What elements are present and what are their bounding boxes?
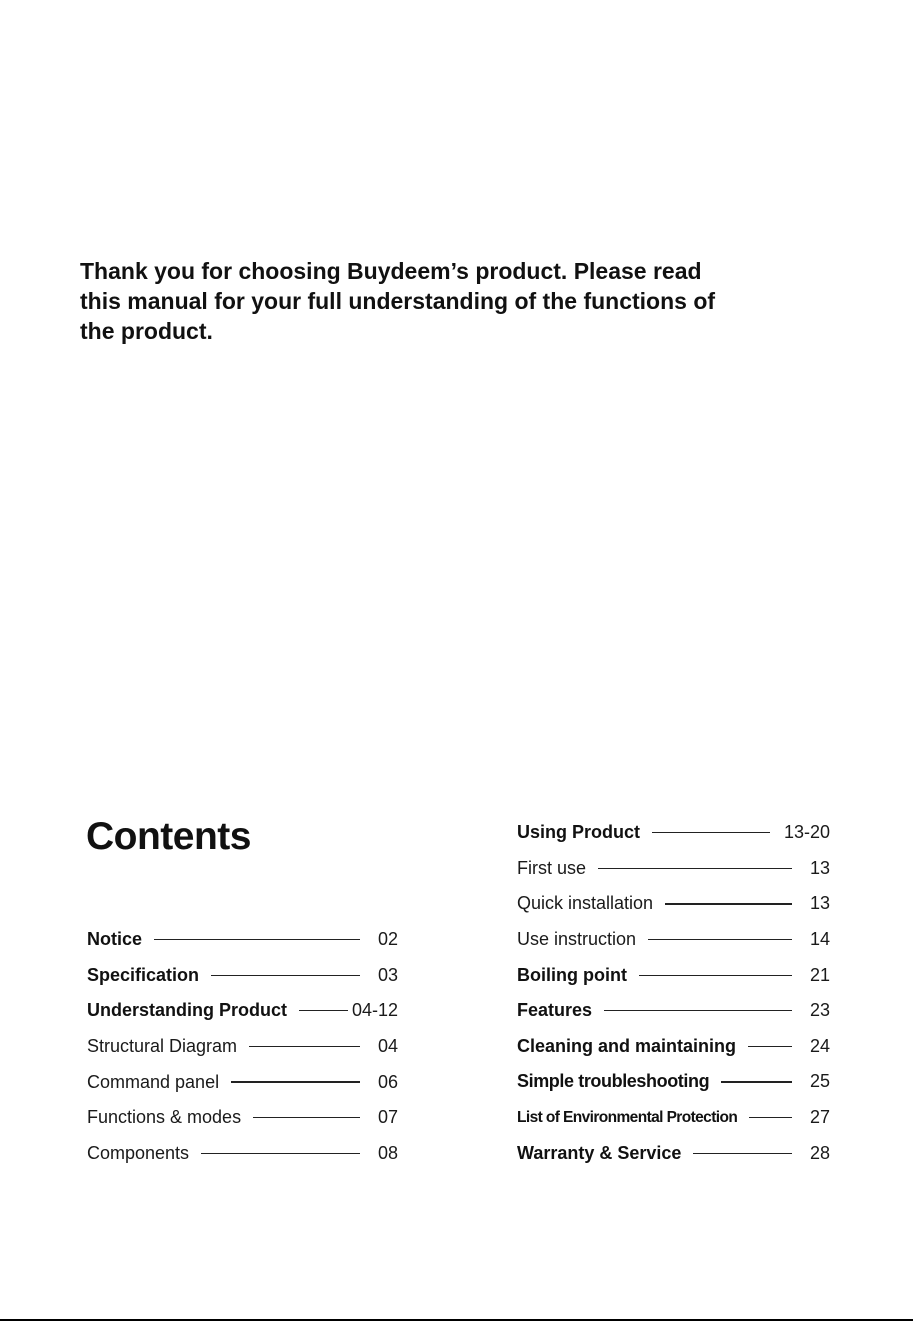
toc-entry-page: 25 (809, 1071, 830, 1092)
toc-entry-components[interactable] (87, 1136, 398, 1172)
toc-entry-page: 04-12 (351, 1000, 398, 1021)
toc-entry-use-instruction[interactable] (517, 922, 830, 958)
toc-entry-label: Functions & modes (87, 1107, 242, 1128)
intro-paragraph: Thank you for choosing Buydeem’s product. Please read this manual for your full understanding of the functions of the product. (80, 258, 716, 344)
toc-entry-cleaning-maintaining[interactable] (517, 1029, 830, 1065)
toc-leader-line (693, 1153, 792, 1154)
toc-entry-using-product[interactable] (517, 815, 830, 851)
toc-entry-structural-diagram[interactable] (87, 1029, 398, 1065)
toc-leader-line (598, 868, 792, 869)
toc-entry-label: First use (517, 857, 587, 878)
toc-entry-boiling-point[interactable] (517, 957, 830, 993)
toc-entry-label: Components (87, 1142, 190, 1163)
toc-entry-page: 13 (809, 893, 830, 914)
toc-leader-line (604, 1010, 792, 1011)
contents-title: Contents (86, 815, 251, 858)
toc-entry-label: Boiling point (517, 964, 627, 985)
toc-leader-line (154, 939, 360, 940)
toc-entry-page: 08 (377, 1142, 398, 1163)
toc-entry-functions-modes[interactable] (87, 1100, 398, 1136)
toc-entry-label: Structural Diagram (87, 1036, 238, 1057)
toc-entry-label: Simple troubleshooting (517, 1071, 710, 1092)
toc-leader-line (211, 975, 360, 976)
toc-entry-page: 14 (809, 929, 830, 950)
toc-leader-line (748, 1046, 792, 1047)
toc-right-column (517, 815, 830, 1171)
toc-leader-line (253, 1117, 360, 1118)
toc-entry-warranty-service[interactable] (517, 1135, 830, 1171)
toc-leader-line (639, 975, 792, 976)
toc-leader-line (299, 1010, 348, 1011)
toc-leader-line (665, 903, 792, 905)
toc-entry-quick-installation[interactable] (517, 886, 830, 922)
toc-entry-page: 03 (377, 964, 398, 985)
toc-leader-line (249, 1046, 360, 1047)
toc-entry-label: Understanding Product (87, 1000, 288, 1021)
toc-entry-page: 02 (377, 929, 398, 950)
toc-entry-label: Notice (87, 929, 143, 950)
toc-entry-label: Quick installation (517, 893, 654, 914)
toc-entry-label: Command panel (87, 1071, 220, 1092)
toc-entry-environmental-protection[interactable] (517, 1100, 830, 1136)
toc-leader-line (231, 1081, 360, 1083)
toc-entry-command-panel[interactable] (87, 1064, 398, 1100)
toc-entry-label: List of Environmental Protection (517, 1108, 738, 1126)
toc-entry-specification[interactable] (87, 958, 398, 994)
toc-entry-page: 27 (809, 1107, 830, 1128)
toc-entry-page: 06 (377, 1071, 398, 1092)
toc-entry-page: 13 (809, 857, 830, 878)
toc-entry-first-use[interactable] (517, 851, 830, 887)
toc-leader-line (721, 1081, 792, 1083)
toc-entry-page: 04 (377, 1036, 398, 1057)
toc-entry-label: Use instruction (517, 929, 637, 950)
toc-entry-label: Specification (87, 964, 200, 985)
toc-leader-line (652, 832, 770, 833)
toc-entry-label: Using Product (517, 822, 641, 843)
toc-entry-simple-troubleshooting[interactable] (517, 1064, 830, 1100)
toc-entry-notice[interactable] (87, 922, 398, 958)
toc-entry-label: Cleaning and maintaining (517, 1035, 737, 1056)
toc-entry-page: 21 (809, 964, 830, 985)
toc-entry-page: 13-20 (783, 822, 830, 843)
toc-entry-label: Features (517, 1000, 593, 1021)
toc-entry-page: 07 (377, 1107, 398, 1128)
toc-left-column (87, 922, 398, 1171)
toc-entry-page: 24 (809, 1035, 830, 1056)
toc-leader-line (749, 1117, 792, 1118)
toc-entry-label: Warranty & Service (517, 1142, 682, 1163)
toc-entry-page: 28 (809, 1142, 830, 1163)
toc-entry-understanding-product[interactable] (87, 993, 398, 1029)
toc-entry-page: 23 (809, 1000, 830, 1021)
toc-leader-line (201, 1153, 360, 1154)
toc-entry-features[interactable] (517, 993, 830, 1029)
toc-leader-line (648, 939, 792, 940)
